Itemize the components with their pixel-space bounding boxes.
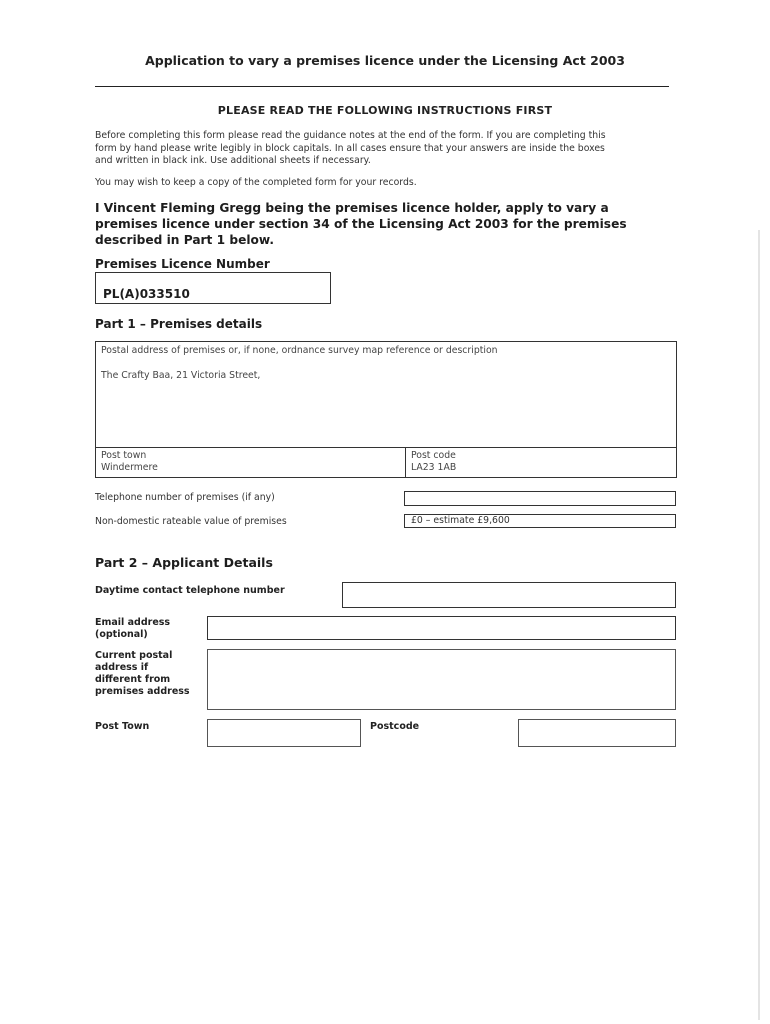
rateable-value-field[interactable] xyxy=(404,514,676,528)
applicant-statement xyxy=(95,200,675,248)
email-label-line-2: (optional) xyxy=(95,629,148,640)
licence-number-value: PL(A)033510 xyxy=(103,287,190,301)
daytime-phone-field[interactable] xyxy=(342,582,676,608)
licence-number-label: Premises Licence Number xyxy=(95,257,270,271)
rateable-value-label: Non-domestic rateable value of premises xyxy=(95,516,287,527)
premises-telephone-label: Telephone number of premises (if any) xyxy=(95,492,275,503)
instructions-line-3: and written in black ink. Use additional sheets if necessary. xyxy=(95,155,371,166)
current-address-label xyxy=(95,650,190,698)
applicant-post-town-field[interactable] xyxy=(207,719,361,747)
statement-line-3: described in Part 1 below. xyxy=(95,233,274,247)
current-address-label-line-2: address if xyxy=(95,662,149,673)
daytime-phone-label: Daytime contact telephone number xyxy=(95,585,285,596)
premises-address-label: Postal address of premises or, if none, ordnance survey map reference or description xyxy=(101,345,498,356)
instructions-line-1: Before completing this form please read the guidance notes at the end of the form. If you are completing this xyxy=(95,130,606,141)
form-title: Application to vary a premises licence under the Licensing Act 2003 xyxy=(145,53,625,68)
post-town-label: Post town xyxy=(101,450,147,461)
part2-heading: Part 2 – Applicant Details xyxy=(95,555,273,570)
instructions-heading: PLEASE READ THE FOLLOWING INSTRUCTIONS FIRST xyxy=(217,104,553,117)
instructions-paragraph xyxy=(95,130,675,168)
scan-edge-shadow xyxy=(758,230,760,1020)
current-address-label-line-1: Current postal xyxy=(95,650,173,661)
email-label-line-1: Email address xyxy=(95,617,171,628)
email-field[interactable] xyxy=(207,616,676,640)
premises-telephone-field[interactable] xyxy=(404,491,676,506)
current-address-field[interactable] xyxy=(207,649,676,710)
premises-address-value: The Crafty Baa, 21 Victoria Street, xyxy=(101,370,261,381)
post-town-value: Windermere xyxy=(101,462,158,473)
statement-line-1: I Vincent Fleming Gregg being the premises licence holder, apply to vary a xyxy=(95,201,609,215)
rateable-value: £0 – estimate £9,600 xyxy=(411,515,510,526)
premises-address-box[interactable] xyxy=(95,341,677,478)
instructions-line-2: form by hand please write legibly in block capitals. In all cases ensure that your answers are inside the boxes xyxy=(95,142,605,154)
address-divider xyxy=(95,447,677,448)
applicant-post-town-label: Post Town xyxy=(95,721,150,732)
email-label xyxy=(95,617,170,641)
applicant-postcode-label: Postcode xyxy=(370,721,420,732)
copy-note: You may wish to keep a copy of the completed form for your records. xyxy=(95,177,417,188)
applicant-postcode-field[interactable] xyxy=(518,719,676,747)
part1-heading: Part 1 – Premises details xyxy=(95,317,263,331)
statement-line-2: premises licence under section 34 of the Licensing Act 2003 for the premises xyxy=(95,217,627,231)
town-code-divider xyxy=(405,447,406,478)
current-address-label-line-3: different from xyxy=(95,674,171,685)
title-divider xyxy=(95,86,669,87)
post-code-value: LA23 1AB xyxy=(411,462,457,473)
current-address-label-line-4: premises address xyxy=(95,686,190,697)
post-code-label: Post code xyxy=(411,450,456,461)
premises-telephone-value xyxy=(405,499,411,510)
